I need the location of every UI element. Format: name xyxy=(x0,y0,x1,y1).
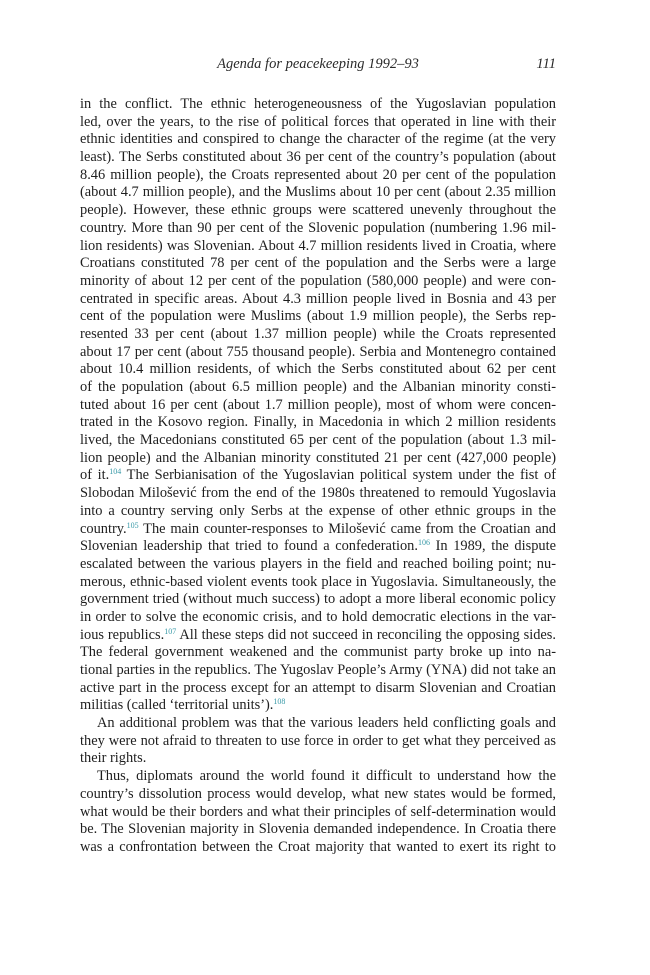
paragraph-3 xyxy=(80,768,556,856)
text-line: lion residents) was Slovenian. About 4.7 million residents lived in Croatia, where xyxy=(80,237,556,254)
text-line: lion people) and the Albanian minority constituted 21 per cent (427,000 people) xyxy=(80,449,556,466)
text-line: tional parties in the republics. The Yugoslav People’s Army (YNA) did not take an xyxy=(80,662,556,678)
text-line: what would be their borders and what their principles of self-determination would xyxy=(80,803,556,820)
text-line: cent of the population were Muslims (about 1.9 million people), the Serbs rep- xyxy=(80,308,556,325)
text-line: country. More than 90 per cent of the Slovenic population (numbering 1.96 mil- xyxy=(80,219,556,236)
text-line: government tried (without much success) to adopt a more liberal economic policy xyxy=(80,591,556,608)
text-line: ethnic identities and conspired to change the character of the regime (at the very xyxy=(80,131,556,148)
text-line: lived, the Macedonians constituted 65 per cent of the population (about 1.3 mil- xyxy=(80,432,556,449)
text-line: into a country serving only Serbs at the expense of other ethnic groups in the xyxy=(80,502,556,519)
footnote-ref-108[interactable]: 108 xyxy=(273,697,286,707)
text-line: Slobodan Milošević from the end of the 1980s threatened to remould Yugoslavia xyxy=(80,485,556,502)
text-line: resented 33 per cent (about 1.37 million people) while the Croats represented xyxy=(80,325,556,342)
page-number: 111 xyxy=(536,56,556,72)
text-line: their rights. xyxy=(80,750,147,767)
footnote-ref-104[interactable]: 104 xyxy=(109,467,122,477)
text-line: Croatians constituted 78 per cent of the population and the Serbs were a large xyxy=(80,255,556,272)
text-line: they were not afraid to threaten to use force in order to get what they perceived as xyxy=(80,732,556,749)
text-line: least). The Serbs constituted about 36 per cent of the country’s population (about xyxy=(80,149,556,166)
text-line: Slovenian leadership that tried to found a confederation.$^{106}$ In 1989, the dispute xyxy=(80,538,556,555)
text-line: centrated in specific areas. About 4.3 million people lived in Bosnia and 43 per xyxy=(80,290,556,307)
footnote-ref-107[interactable]: 107 xyxy=(164,626,177,636)
text-line: about 17 per cent (about 755 thousand people). Serbia and Montenegro contained xyxy=(80,343,556,360)
running-title: Agenda for peacekeeping 1992–93 xyxy=(217,56,419,72)
body-text xyxy=(80,96,556,857)
text-line: An additional problem was that the various leaders held conflicting goals and xyxy=(97,715,556,732)
text-line: trated in the Kosovo region. Finally, in Macedonia in which 2 million residents xyxy=(80,414,556,431)
text-line: was a confrontation between the Croat majority that wanted to exert its right to xyxy=(80,838,556,855)
text-line: (about 4.7 million people), and the Muslims about 10 per cent (about 2.35 million xyxy=(80,184,556,201)
text-line: country’s dissolution process would develop, what new states would be formed, xyxy=(80,785,556,802)
text-line: ious republics.$^{107}$ All these steps did not succeed in reconciling the opposing sides. xyxy=(80,626,556,643)
text-line: The federal government weakened and the communist party broke up into na- xyxy=(80,644,556,661)
text-line: country.$^{105}$ The main counter-responses to Milošević came from the Croatian and xyxy=(80,520,556,537)
text-line: about 10.4 million residents, of which the Serbs constituted about 62 per cent xyxy=(80,361,556,378)
text-line: escalated between the various players in the field and reached boiling point; nu- xyxy=(80,555,556,572)
text-line: people). However, these ethnic groups were scattered unevenly throughout the xyxy=(80,202,556,219)
text-line: tuted about 16 per cent (about 1.7 million people), most of whom were concen- xyxy=(80,396,556,413)
text-line: in the conflict. The ethnic heterogeneousness of the Yugoslavian population xyxy=(80,96,556,112)
paragraph-1 xyxy=(80,96,556,715)
text-line: militias (called ‘territorial units’).$^{108}$ xyxy=(80,697,286,714)
paragraph-2 xyxy=(80,715,556,768)
text-line: active part in the process except for an attempt to disarm Slovenian and Croatian xyxy=(80,679,556,696)
text-line: be. The Slovenian majority in Slovenia demanded independence. In Croatia there xyxy=(80,821,556,838)
text-line: merous, ethnic-based violent events took place in Yugoslavia. Simultaneously, the xyxy=(80,573,556,590)
text-line: minority of about 12 per cent of the population (580,000 people) and were con- xyxy=(80,272,556,289)
text-line: of the population (about 6.5 million people) and the Albanian minority consti- xyxy=(80,379,556,395)
running-header xyxy=(80,56,556,76)
text-line: of it.$^{104}$ The Serbianisation of the Yugoslavian political system under the fist of xyxy=(80,467,556,484)
text-line: led, over the years, to the rise of political forces that operated in line with their xyxy=(80,113,556,130)
text-line: 8.46 million people), the Croats represented about 20 per cent of the population xyxy=(80,166,556,183)
footnote-ref-106[interactable]: 106 xyxy=(417,538,430,548)
text-line: Thus, diplomats around the world found it difficult to understand how the xyxy=(97,768,556,785)
footnote-ref-105[interactable]: 105 xyxy=(126,520,139,530)
text-line: in order to solve the economic crisis, and to hold democratic elections in the var- xyxy=(80,608,556,625)
